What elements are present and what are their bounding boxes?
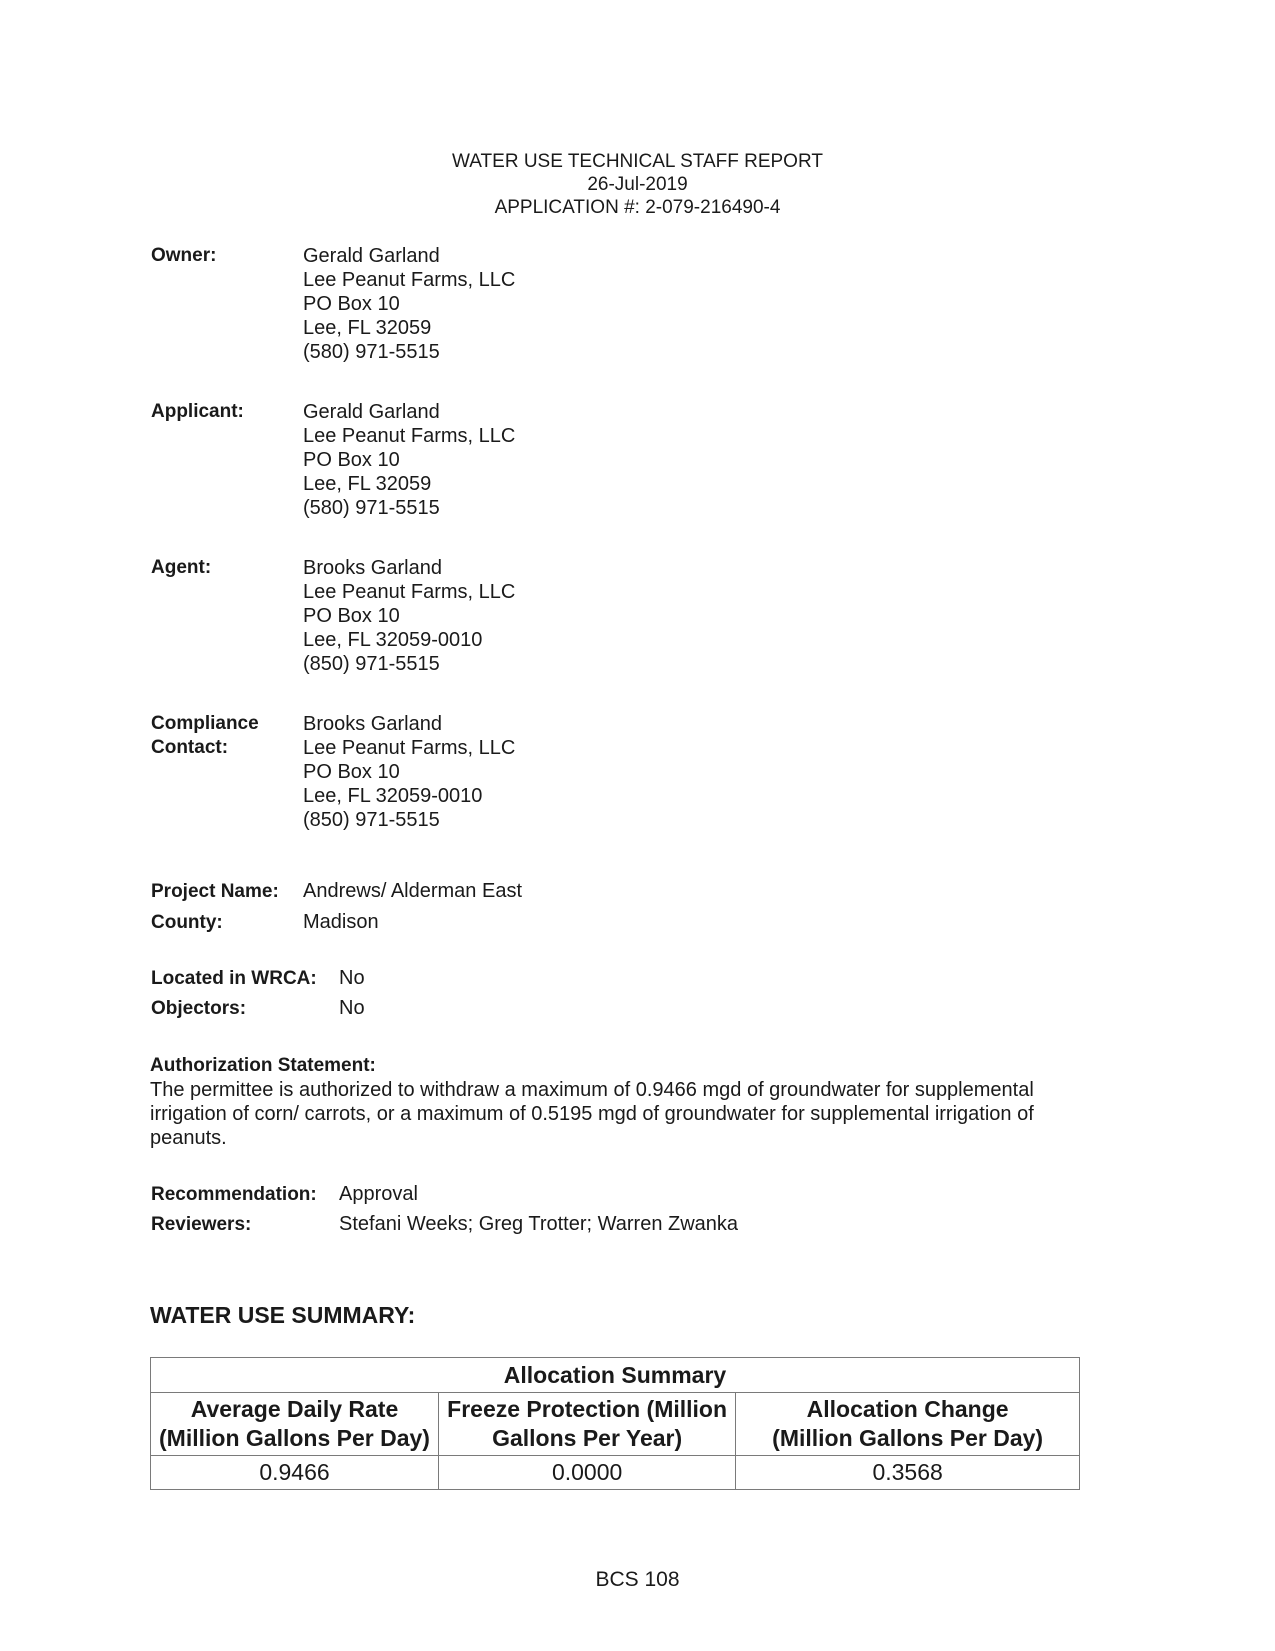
compliance-line: PO Box 10 xyxy=(303,761,400,783)
column-header-line: Gallons Per Year) xyxy=(492,1425,683,1451)
recommendation-label: Recommendation: xyxy=(151,1184,317,1205)
county-value: Madison xyxy=(303,911,379,933)
column-header-line: Allocation Change xyxy=(806,1396,1009,1422)
compliance-label-line2: Contact: xyxy=(151,737,229,758)
recommendation-value: Approval xyxy=(339,1183,418,1205)
table-header-row xyxy=(151,1393,1080,1456)
county-label: County: xyxy=(151,912,223,933)
water-use-summary-title: WATER USE SUMMARY: xyxy=(150,1302,416,1328)
allocation-change-value: 0.3568 xyxy=(736,1456,1080,1490)
table-caption-row xyxy=(151,1358,1080,1393)
compliance-line: Lee Peanut Farms, LLC xyxy=(303,737,516,759)
reviewers-label: Reviewers: xyxy=(151,1214,252,1235)
compliance-address xyxy=(303,712,515,832)
allocation-summary-table xyxy=(150,1357,1080,1490)
reviewers-value: Stefani Weeks; Greg Trotter; Warren Zwanka xyxy=(339,1213,739,1235)
column-header-line: Freeze Protection (Million xyxy=(447,1396,728,1422)
compliance-line: (850) 971-5515 xyxy=(303,809,440,831)
column-header-line: Average Daily Rate xyxy=(190,1396,399,1422)
owner-line: Lee, FL 32059 xyxy=(303,317,432,339)
table-row xyxy=(151,1456,1080,1490)
average-daily-rate-value: 0.9466 xyxy=(151,1456,439,1490)
authorization-statement xyxy=(150,1054,1090,1150)
freeze-protection-value: 0.0000 xyxy=(438,1456,735,1490)
recommendation-row xyxy=(151,1182,418,1207)
application-number: APPLICATION #: 2-079-216490-4 xyxy=(494,197,781,218)
applicant-label: Applicant: xyxy=(151,401,244,422)
authorization-text: The permittee is authorized to withdraw a maximum of 0.9466 mgd of groundwater for supplemental irrigation of corn/ carrots, or a maximum of 0.5195 mgd of groundwater for supplemental irrigation of peanuts. xyxy=(150,1079,1034,1149)
project-name-label: Project Name: xyxy=(151,881,279,902)
county-row xyxy=(151,910,379,935)
wrca-row xyxy=(151,966,365,991)
compliance-label xyxy=(151,712,259,760)
owner-line: (580) 971-5515 xyxy=(303,341,440,363)
agent-line: Brooks Garland xyxy=(303,557,442,579)
applicant-line: (580) 971-5515 xyxy=(303,497,440,519)
applicant-line: PO Box 10 xyxy=(303,449,400,471)
owner-line: Gerald Garland xyxy=(303,245,440,267)
objectors-label: Objectors: xyxy=(151,998,247,1019)
compliance-label-line1: Compliance xyxy=(151,713,259,734)
authorization-label: Authorization Statement: xyxy=(150,1055,376,1076)
column-header-line: (Million Gallons Per Day) xyxy=(772,1425,1044,1451)
agent-line: PO Box 10 xyxy=(303,605,400,627)
agent-line: (850) 971-5515 xyxy=(303,653,440,675)
owner-label: Owner: xyxy=(151,245,217,266)
wrca-label: Located in WRCA: xyxy=(151,968,317,989)
report-date: 26-Jul-2019 xyxy=(587,174,688,195)
applicant-line: Lee, FL 32059 xyxy=(303,473,432,495)
column-header-line: (Million Gallons Per Day) xyxy=(159,1425,430,1451)
compliance-line: Brooks Garland xyxy=(303,713,442,735)
agent-label: Agent: xyxy=(151,557,212,578)
report-header xyxy=(0,150,1275,219)
wrca-value: No xyxy=(339,967,365,989)
column-header-allocation-change xyxy=(736,1393,1080,1456)
reviewers-row xyxy=(151,1212,739,1237)
page-footer: BCS 108 xyxy=(595,1568,680,1591)
owner-address xyxy=(303,244,515,364)
applicant-line: Gerald Garland xyxy=(303,401,440,423)
objectors-value: No xyxy=(339,997,365,1019)
owner-line: Lee Peanut Farms, LLC xyxy=(303,269,516,291)
column-header-average-daily-rate xyxy=(151,1393,439,1456)
compliance-line: Lee, FL 32059-0010 xyxy=(303,785,483,807)
project-name-value: Andrews/ Alderman East xyxy=(303,880,522,902)
applicant-address xyxy=(303,400,515,520)
objectors-row xyxy=(151,996,365,1021)
agent-line: Lee Peanut Farms, LLC xyxy=(303,581,516,603)
report-title: WATER USE TECHNICAL STAFF REPORT xyxy=(452,151,823,172)
applicant-line: Lee Peanut Farms, LLC xyxy=(303,425,516,447)
table-caption: Allocation Summary xyxy=(151,1358,1080,1393)
agent-address xyxy=(303,556,515,676)
column-header-freeze-protection xyxy=(438,1393,735,1456)
owner-line: PO Box 10 xyxy=(303,293,400,315)
agent-line: Lee, FL 32059-0010 xyxy=(303,629,483,651)
project-name-row xyxy=(151,879,522,904)
